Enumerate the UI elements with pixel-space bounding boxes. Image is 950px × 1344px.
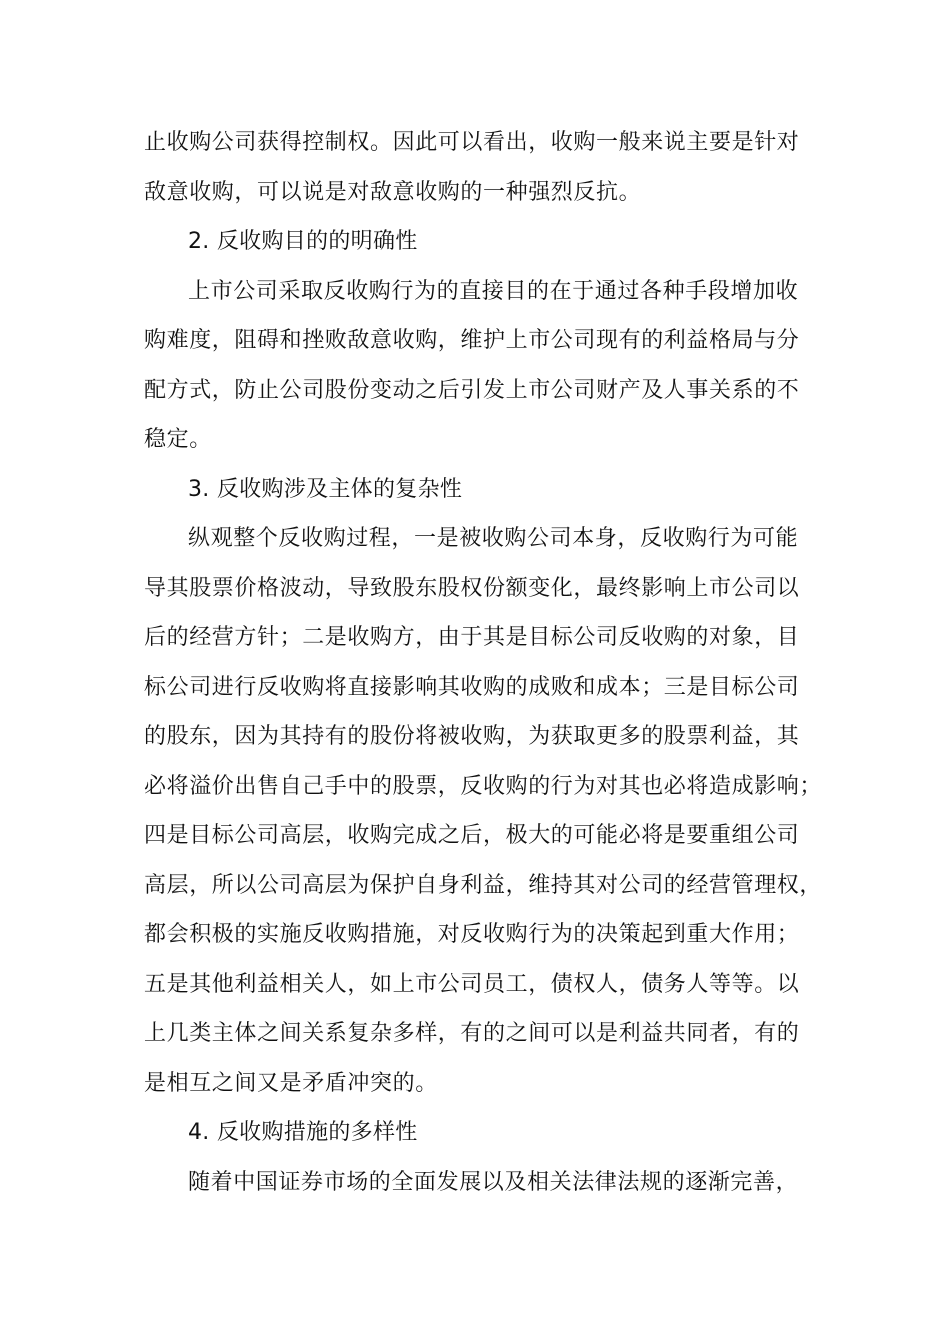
paragraph-line: 敌意收购，可以说是对敌意收购的一种强烈反抗。: [144, 179, 642, 205]
paragraph-line: 购难度，阻碍和挫败敌意收购，维护上市公司现有的利益格局与分: [144, 328, 800, 353]
paragraph-line: 导其股票价格波动，导致股东股权份额变化，最终影响上市公司以: [144, 575, 800, 601]
paragraph-line: 是相互之间又是矛盾冲突的。: [144, 1070, 438, 1096]
paragraph-line: 随着中国证券市场的全面发展以及相关法律法规的逐渐完善，: [188, 1169, 799, 1195]
section-heading: 3. 反收购涉及主体的复杂性: [188, 476, 463, 502]
paragraph-line: 的股东，因为其持有的股份将被收购，为获取更多的股票利益，其: [144, 724, 800, 749]
paragraph-line: 后的经营方针；二是收购方，由于其是目标公司反收购的对象，目: [144, 625, 800, 650]
section-heading: 2. 反收购目的的明确性: [188, 229, 418, 254]
paragraph-line: 高层，所以公司高层为保护自身利益，维持其对公司的经营管理权，: [144, 872, 823, 898]
paragraph-line: 纵观整个反收购过程，一是被收购公司本身，反收购行为可能: [188, 526, 799, 551]
paragraph-line: 上几类主体之间关系复杂多样，有的之间可以是利益共同者，有的: [144, 1021, 800, 1046]
paragraph-line: 配方式，防止公司股份变动之后引发上市公司财产及人事关系的不: [144, 377, 800, 403]
paragraph-line: 必将溢价出售自己手中的股票，反收购的行为对其也必将造成影响；: [144, 773, 823, 799]
paragraph-line: 四是目标公司高层，收购完成之后，极大的可能必将是要重组公司: [144, 823, 800, 848]
paragraph-line: 止收购公司获得控制权。因此可以看出，收购一般来说主要是针对: [144, 130, 800, 155]
section-heading: 4. 反收购措施的多样性: [188, 1120, 418, 1145]
paragraph-line: 稳定。: [144, 427, 212, 452]
paragraph-line: 五是其他利益相关人，如上市公司员工，债权人，债务人等等。以: [144, 971, 800, 997]
document-body: [144, 118, 824, 1207]
paragraph-line: 标公司进行反收购将直接影响其收购的成败和成本；三是目标公司: [144, 674, 800, 700]
paragraph-line: 都会积极的实施反收购措施，对反收购行为的决策起到重大作用；: [144, 922, 800, 947]
paragraph-line: 上市公司采取反收购行为的直接目的在于通过各种手段增加收: [188, 278, 799, 304]
